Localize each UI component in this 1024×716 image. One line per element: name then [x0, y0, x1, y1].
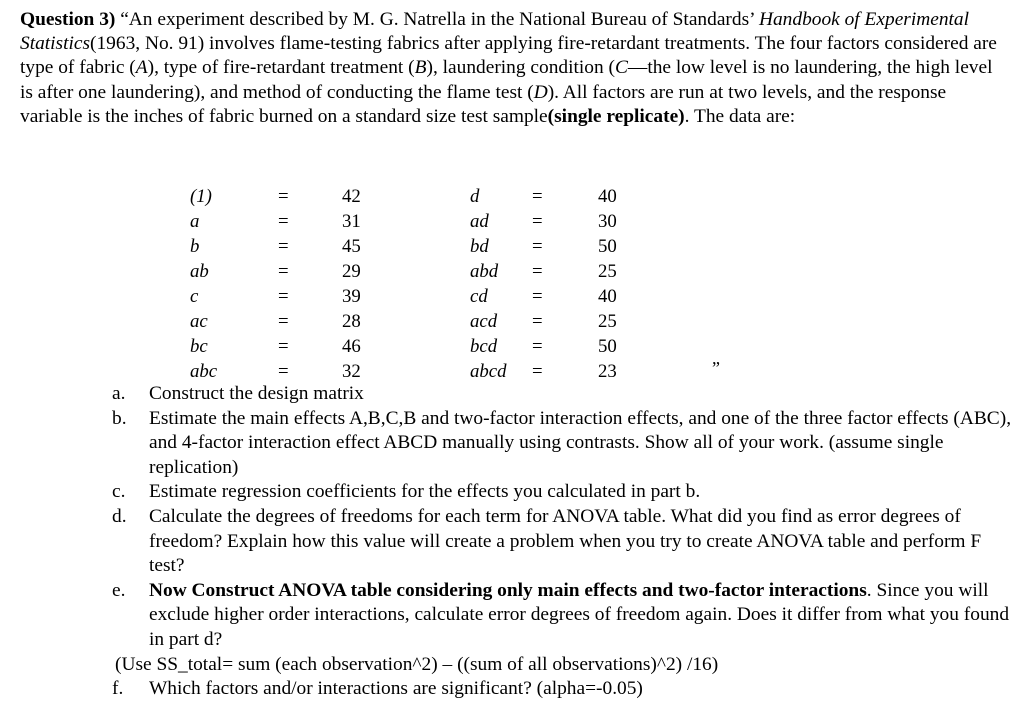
closing-quote: ” [712, 358, 720, 378]
part-text: Estimate regression coefficients for the effects you calculated in part b. [149, 481, 701, 503]
intro-text: ), type of fire-retardant treatment ( [147, 57, 415, 79]
table-row [190, 211, 650, 236]
response-value: 50 [598, 336, 617, 357]
question-block [20, 8, 1010, 129]
ss-total-note: (Use SS_total= sum (each observation^2) – ((sum of all observations)^2) /16) [115, 653, 719, 675]
part-text: Construct the design matrix [149, 383, 364, 404]
equals-sign: = [532, 286, 543, 307]
treatment-label: b [190, 236, 200, 257]
part-marker: d. [112, 505, 127, 527]
response-value: 25 [598, 311, 617, 332]
intro-text: —the low level is no laundering, the high level is after one laundering), and method of conducting the flame test ( [20, 57, 993, 103]
equals-sign: = [278, 336, 289, 357]
table-row [190, 311, 650, 336]
response-value: 23 [598, 361, 617, 382]
equals-sign: = [532, 236, 543, 257]
part-b [112, 407, 1012, 481]
treatment-label: bc [190, 336, 208, 357]
treatment-label: a [190, 211, 200, 232]
response-value: 39 [342, 286, 361, 307]
response-value: 29 [342, 261, 361, 282]
intro-text: type of fabric ( [20, 57, 136, 79]
treatment-label: bd [470, 236, 489, 257]
treatment-label: ac [190, 311, 208, 332]
intro-text: ). All factors are run at two levels, and the response variable is the inches of fabric burned on a standard size test sample [20, 81, 947, 127]
part-marker: f. [112, 678, 124, 700]
equals-sign: = [532, 311, 543, 332]
factor-b: B [414, 57, 427, 79]
part-e [112, 579, 1012, 653]
response-value: 25 [598, 261, 617, 282]
treatment-label: (1) [190, 186, 212, 207]
part-marker: a. [112, 383, 126, 404]
equals-sign: = [278, 211, 289, 232]
treatment-label: bcd [470, 336, 498, 357]
part-marker: e. [112, 579, 126, 601]
intro-text: (1963, No. 91) involves flame-testing fabrics after applying fire-retardant treatments. The four factors considered are [90, 33, 997, 55]
treatment-label: cd [470, 286, 488, 307]
factor-a: A [135, 57, 148, 79]
part-d [112, 505, 1012, 579]
response-value: 40 [598, 186, 617, 207]
part-c [112, 480, 1012, 505]
part-f [112, 677, 1012, 702]
equals-sign: = [278, 236, 289, 257]
table-row [190, 261, 650, 286]
table-row [190, 186, 650, 211]
part-marker: b. [112, 407, 127, 429]
table-row [190, 336, 650, 361]
treatment-label: ad [470, 211, 489, 232]
part-text: Estimate the main effects A,B,C,B and two-factor interaction effects, and one of the three factor effects (ABC), and 4-factor interaction effect ABCD manually using contrasts. Show all of your work. (assume single replication) [149, 407, 1012, 478]
table-row [190, 236, 650, 261]
handbook-title: Handbook of Experimental Statistics [20, 9, 970, 55]
equals-sign: = [532, 361, 543, 382]
part-marker: c. [112, 481, 126, 503]
part-bold-text: Now Construct ANOVA table considering only main effects and two-factor interactions [149, 579, 867, 601]
response-value: 46 [342, 336, 361, 357]
treatment-label: abcd [470, 361, 507, 382]
response-value: 42 [342, 186, 361, 207]
response-value: 28 [342, 311, 361, 332]
question-parts-list [112, 382, 1012, 702]
question-label: Question 3) [20, 9, 116, 30]
treatment-label: abd [470, 261, 499, 282]
equals-sign: = [278, 361, 289, 382]
intro-text: . The data are: [684, 105, 796, 127]
part-text: . Since you will exclude higher order interactions, calculate error degrees of freedom again. Does it differ from what you found in part d? [149, 579, 1010, 650]
intro-text: “An experiment described by M. G. Natrella in the National Bureau of Standards’ [115, 9, 759, 30]
equals-sign: = [532, 186, 543, 207]
treatment-label: c [190, 286, 199, 307]
intro-text: ), laundering condition ( [426, 57, 615, 79]
treatment-label: abc [190, 361, 218, 382]
equals-sign: = [278, 311, 289, 332]
treatment-label: acd [470, 311, 498, 332]
response-value: 50 [598, 236, 617, 257]
part-text: Calculate the degrees of freedoms for each term for ANOVA table. What did you find as error degrees of freedom? Explain how this value will create a problem when you try to create ANOVA table and perform F test? [149, 505, 982, 577]
factor-c: C [614, 57, 628, 79]
equals-sign: = [278, 261, 289, 282]
treatment-label: ab [190, 261, 209, 282]
equals-sign: = [278, 286, 289, 307]
factor-d: D [533, 81, 548, 103]
equals-sign: = [278, 186, 289, 207]
question-intro [20, 8, 1010, 129]
equals-sign: = [532, 336, 543, 357]
table-row [190, 286, 650, 311]
response-value: 45 [342, 236, 361, 257]
response-value: 31 [342, 211, 361, 232]
equals-sign: = [532, 261, 543, 282]
response-value: 32 [342, 361, 361, 382]
single-replicate: (single replicate) [547, 105, 685, 127]
part-text: Which factors and/or interactions are significant? (alpha=-0.05) [149, 678, 643, 700]
response-value: 40 [598, 286, 617, 307]
response-value: 30 [598, 211, 617, 232]
equals-sign: = [532, 211, 543, 232]
part-a [112, 382, 1012, 407]
treatment-label: d [470, 186, 480, 207]
